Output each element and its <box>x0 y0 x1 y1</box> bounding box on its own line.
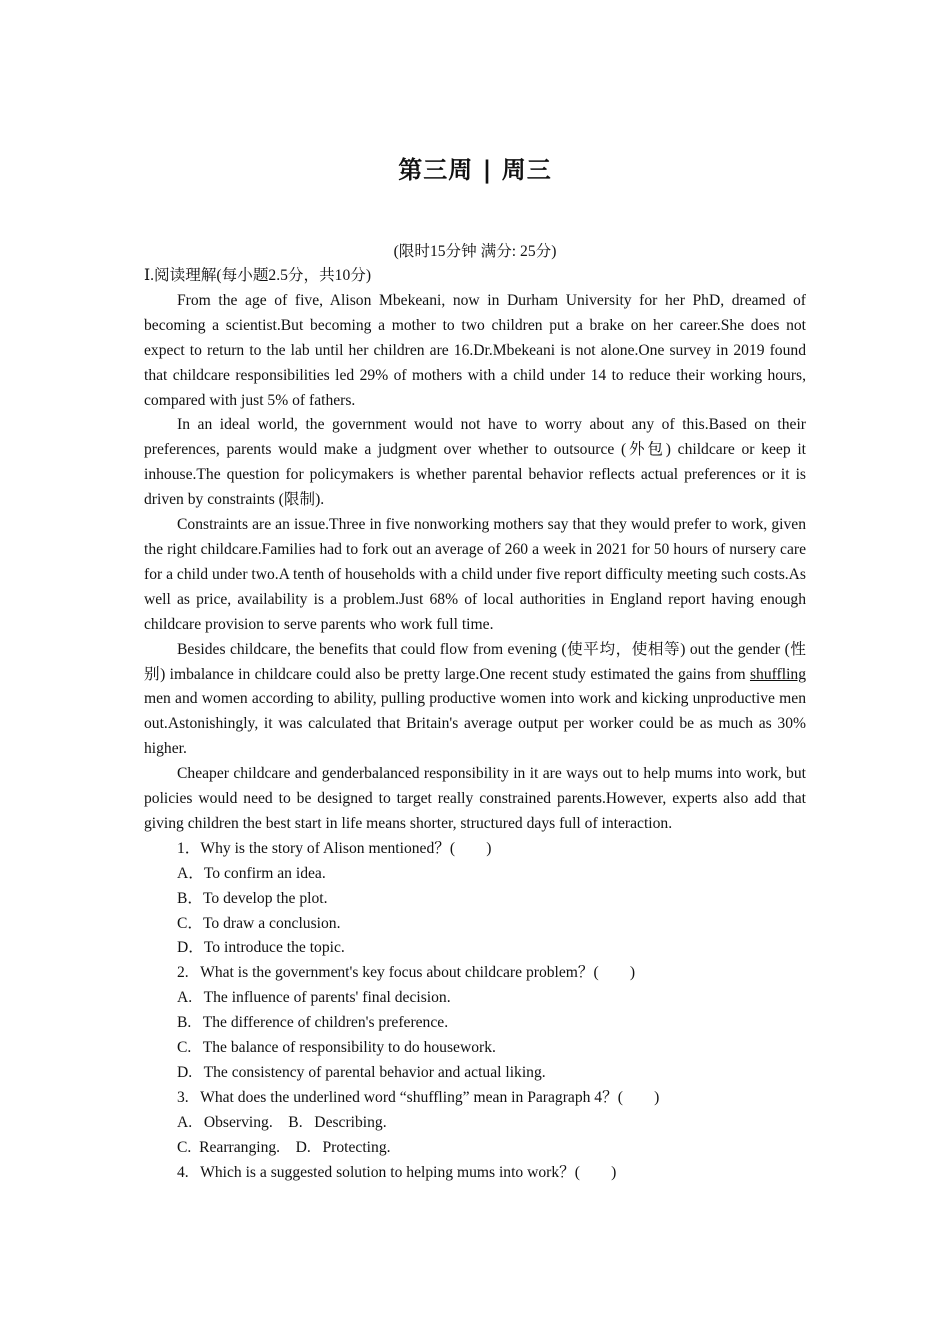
question-1-option-a: A．To confirm an idea. <box>177 864 326 882</box>
question-2: 2. What is the government's key focus about childcare problem？( ) <box>177 964 636 982</box>
question-3-options-cd: C. Rearranging. D. Protecting. <box>177 1138 391 1156</box>
document-body <box>144 264 806 1186</box>
passage-paragraph-4 <box>144 638 806 763</box>
passage-paragraph-1: From the age of five, Alison Mbekeani, now in Durham University for her PhD, dreamed of becoming a scientist.But becoming a mother to two children put a brake on her career.She does not expect to return to the lab until her children are 16.Dr.Mbekeani is not alone.One survey in 2019 found that childcare responsibilities led 29% of mothers with a child under 14 to reduce their working hours, compared with just 5% of fathers. <box>144 291 806 409</box>
question-1-option-c: C．To draw a conclusion. <box>177 914 341 932</box>
question-1: 1．Why is the story of Alison mentioned？( ) <box>177 839 492 857</box>
question-3-options-ab: A. Observing. B. Describing. <box>177 1113 387 1131</box>
question-1-option-b: B．To develop the plot. <box>177 889 328 907</box>
question-4: 4. Which is a suggested solution to helping mums into work？( ) <box>177 1163 617 1181</box>
question-2-option-a: A. The influence of parents' final decision. <box>177 989 451 1007</box>
time-limit-note: (限时15分钟 满分: 25分) <box>393 243 557 260</box>
question-1-option-d: D．To introduce the topic. <box>177 939 345 957</box>
passage-paragraph-3: Constraints are an issue.Three in five nonworking mothers say that they would prefer to work, given the right childcare.Families had to fork out an average of 260 a week in 2021 for 50 hours of nursery care for a child under two.A tenth of households with a child under five report difficulty meeting such costs.As well as price, availability is a problem.Just 68% of local authorities in England report having enough childcare provision to serve parents who work full time. <box>144 516 806 633</box>
section-heading: Ⅰ.阅读理解(每小题2.5分，共10分) <box>144 267 372 284</box>
page-title: 第三周 | 周三 <box>398 156 552 184</box>
question-2-option-d: D. The consistency of parental behavior and actual liking. <box>177 1064 546 1081</box>
passage-paragraph-5: Cheaper childcare and genderbalanced responsibility in it are ways out to help mums into work, but policies would need to be designed to target really constrained parents.However, experts also add that giving children the best start in life means shorter, structured days full of interaction. <box>144 765 806 832</box>
passage-paragraph-2: In an ideal world, the government would not have to worry about any of this.Based on their preferences, parents would make a judgment over whether to outsource (外包) childcare or keep it inhouse.The question for policymakers is whether parental behavior reflects actual preferences or it is driven by constraints (限制). <box>144 416 806 509</box>
question-3: 3. What does the underlined word “shuffling” mean in Paragraph 4？( ) <box>177 1088 660 1106</box>
underlined-word: shuffling <box>749 665 806 683</box>
question-2-option-b: B. The difference of children's preference. <box>177 1014 449 1032</box>
paragraph-4-text-after: men and women according to ability, pulling productive women into work and kicking unproductive men out.Astonishingly, it was calculated that Britain's average output per worker could be as much as 30% higher. <box>144 690 806 758</box>
question-2-option-c: C. The balance of responsibility to do housework. <box>177 1039 496 1057</box>
paragraph-4-text-before: Besides childcare, the benefits that could flow from evening (使平均，使相等) out the gender (性别) imbalance in childcare could also be pretty large.One recent study estimated the gains from <box>144 640 806 683</box>
